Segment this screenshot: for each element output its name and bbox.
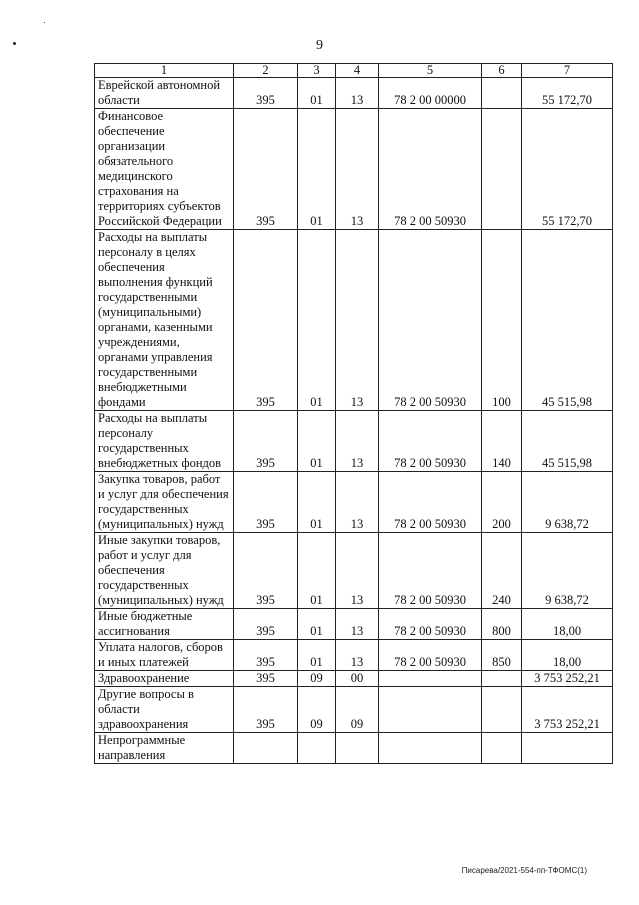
row-expense-type: 800 [482, 609, 522, 640]
table-row [95, 411, 613, 472]
row-section: 01 [298, 230, 336, 411]
row-expense-type [482, 733, 522, 764]
row-section: 09 [298, 687, 336, 733]
row-name: Еврейской автономной области [95, 78, 234, 109]
row-subsection: 13 [336, 640, 379, 671]
row-section: 01 [298, 109, 336, 230]
row-amount: 18,00 [522, 640, 613, 671]
row-subsection: 09 [336, 687, 379, 733]
row-code: 395 [234, 671, 298, 687]
table-row [95, 687, 613, 733]
page-number: 9 [316, 38, 323, 53]
row-target: 78 2 00 50930 [379, 472, 482, 533]
row-expense-type: 100 [482, 230, 522, 411]
row-expense-type: 140 [482, 411, 522, 472]
header-row [95, 64, 613, 78]
row-section: 09 [298, 671, 336, 687]
row-name: Иные бюджетные ассигнования [95, 609, 234, 640]
row-target: 78 2 00 50930 [379, 640, 482, 671]
row-expense-type: 240 [482, 533, 522, 609]
row-subsection: 13 [336, 411, 379, 472]
table-row [95, 230, 613, 411]
row-target [379, 733, 482, 764]
row-subsection: 13 [336, 109, 379, 230]
row-section: 01 [298, 609, 336, 640]
row-target: 78 2 00 50930 [379, 609, 482, 640]
table-row [95, 733, 613, 764]
row-name: Финансовое обеспечение организации обязательного медицинского страхования на территориях субъектов Российской Федерации [95, 109, 234, 230]
row-amount: 3 753 252,21 [522, 671, 613, 687]
row-section: 01 [298, 472, 336, 533]
row-amount [522, 733, 613, 764]
row-expense-type [482, 78, 522, 109]
row-code [234, 733, 298, 764]
row-code: 395 [234, 230, 298, 411]
row-amount: 55 172,70 [522, 109, 613, 230]
row-amount: 45 515,98 [522, 411, 613, 472]
row-amount: 45 515,98 [522, 230, 613, 411]
row-code: 395 [234, 411, 298, 472]
col-header-1: 1 [95, 64, 234, 78]
document-reference: Писарева/2021-554-пп-ТФОМС(1) [461, 866, 587, 875]
col-header-5: 5 [379, 64, 482, 78]
row-code: 395 [234, 640, 298, 671]
row-target: 78 2 00 50930 [379, 411, 482, 472]
row-expense-type [482, 109, 522, 230]
row-subsection: 13 [336, 78, 379, 109]
row-subsection: 13 [336, 609, 379, 640]
row-name: Расходы на выплаты персоналу в целях обеспечения выполнения функций государственными (муниципальными) органами, казенными учреждениями, органами управления государственными внебюджетными фондами [95, 230, 234, 411]
table-row [95, 472, 613, 533]
row-expense-type: 200 [482, 472, 522, 533]
row-target [379, 671, 482, 687]
row-name: Другие вопросы в области здравоохранения [95, 687, 234, 733]
row-name: Непрограммные направления [95, 733, 234, 764]
row-target [379, 687, 482, 733]
row-name: Расходы на выплаты персоналу государственных внебюджетных фондов [95, 411, 234, 472]
table-row [95, 533, 613, 609]
row-expense-type: 850 [482, 640, 522, 671]
row-expense-type [482, 687, 522, 733]
row-section: 01 [298, 78, 336, 109]
col-header-2: 2 [234, 64, 298, 78]
row-target: 78 2 00 50930 [379, 230, 482, 411]
row-name: Закупка товаров, работ и услуг для обеспечения государственных (муниципальных) нужд [95, 472, 234, 533]
col-header-4: 4 [336, 64, 379, 78]
col-header-6: 6 [482, 64, 522, 78]
row-code: 395 [234, 472, 298, 533]
table-row [95, 109, 613, 230]
table-row [95, 671, 613, 687]
row-section: 01 [298, 411, 336, 472]
row-subsection [336, 733, 379, 764]
table-row [95, 640, 613, 671]
row-amount: 3 753 252,21 [522, 687, 613, 733]
scan-speck [44, 22, 45, 23]
col-header-7: 7 [522, 64, 613, 78]
row-name: Уплата налогов, сборов и иных платежей [95, 640, 234, 671]
row-amount: 55 172,70 [522, 78, 613, 109]
row-subsection: 13 [336, 230, 379, 411]
row-code: 395 [234, 109, 298, 230]
row-name: Иные закупки товаров, работ и услуг для обеспечения государственных (муниципальных) нужд [95, 533, 234, 609]
row-code: 395 [234, 687, 298, 733]
row-section: 01 [298, 640, 336, 671]
row-amount: 9 638,72 [522, 533, 613, 609]
row-section [298, 733, 336, 764]
row-amount: 9 638,72 [522, 472, 613, 533]
row-subsection: 13 [336, 472, 379, 533]
row-target: 78 2 00 00000 [379, 78, 482, 109]
row-name: Здравоохранение [95, 671, 234, 687]
table-row [95, 78, 613, 109]
row-expense-type [482, 671, 522, 687]
row-target: 78 2 00 50930 [379, 533, 482, 609]
row-subsection: 13 [336, 533, 379, 609]
row-code: 395 [234, 78, 298, 109]
row-code: 395 [234, 533, 298, 609]
col-header-3: 3 [298, 64, 336, 78]
row-section: 01 [298, 533, 336, 609]
row-code: 395 [234, 609, 298, 640]
row-amount: 18,00 [522, 609, 613, 640]
row-subsection: 00 [336, 671, 379, 687]
row-target: 78 2 00 50930 [379, 109, 482, 230]
table-row [95, 609, 613, 640]
budget-table [94, 63, 613, 764]
